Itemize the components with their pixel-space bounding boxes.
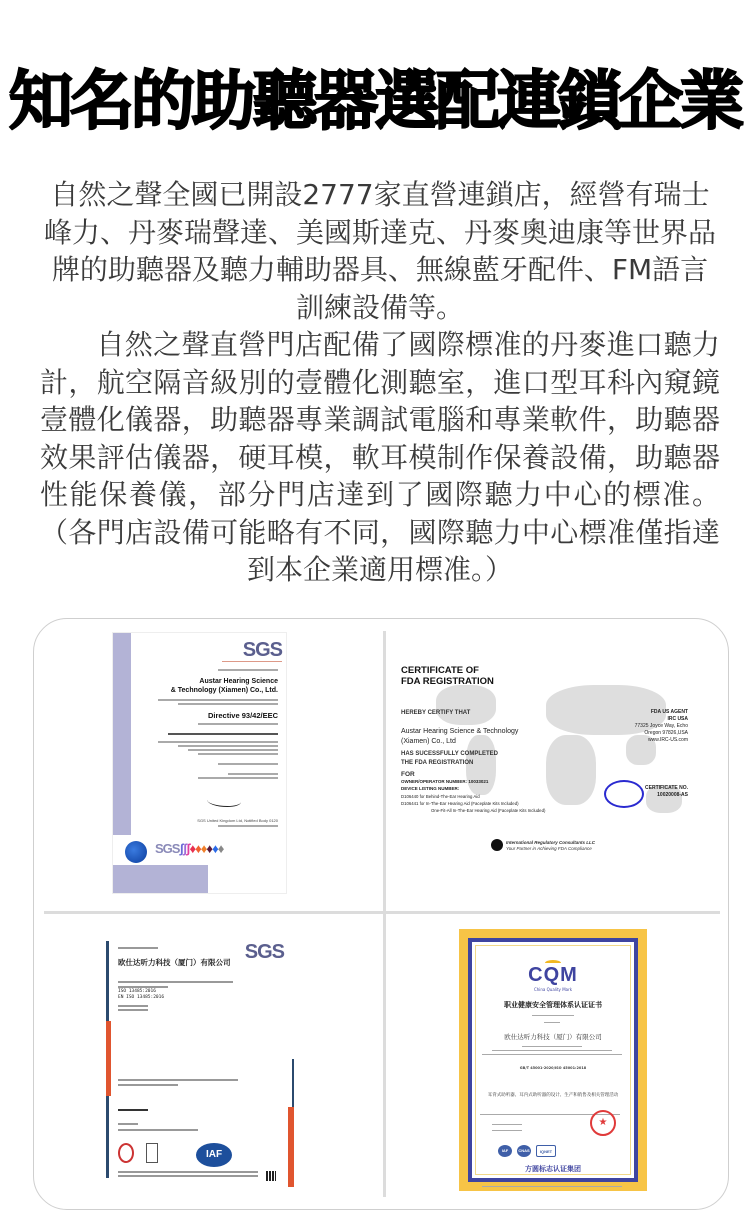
fine-print	[218, 669, 278, 671]
cnas-badge: CNAS	[517, 1145, 531, 1157]
fine-print	[482, 1054, 622, 1055]
standards	[118, 989, 164, 1001]
fine-print	[198, 753, 278, 755]
standard-2: EN ISO 13485:2016	[118, 995, 165, 1000]
company-line-1: Austar Hearing Science & Technology	[401, 728, 519, 735]
fine-print	[118, 1171, 258, 1173]
fine-print	[158, 741, 278, 743]
fine-print	[188, 749, 278, 751]
intro-paragraph-2: 自然之聲直營門店配備了國際標准的丹麥進口聽力計，航空隔音級別的壹體化測聽室，進口型耳科內窺鏡壹體化儀器，助聽器專業調試電腦和專業軟件，助聽器效果評估儀器，硬耳模，軟耳模制作保養設備，助聽器性能保養儀，部分門店達到了國際聽力中心的標准。（各門店設備可能略有不同，國際聽力中心標准僅指達到本企業適用標准。）	[40, 328, 720, 586]
certificate-sgs-ce[interactable]	[112, 632, 287, 894]
intro-text	[40, 176, 720, 589]
iaf-badge: IAF	[498, 1145, 512, 1157]
agent-address-1: 77325 Joyce Way, Echo	[634, 723, 688, 729]
company-name	[171, 677, 278, 695]
crown-badge-icon	[146, 1143, 158, 1163]
completed-line-1: HAS SUCESSFULLY COMPLETED	[401, 751, 499, 757]
fine-print	[118, 1079, 238, 1081]
irc-tagline: Your Partner in Achieving FDA Compliance	[506, 846, 592, 851]
agent-website: www.IRC-US.com	[647, 737, 688, 743]
certificate-sgs-iso13485[interactable]	[106, 929, 296, 1191]
cert-no-label: CERTIFICATE NO.	[645, 785, 688, 791]
fine-print	[118, 1175, 258, 1177]
agent-title: FDA US AGENT	[650, 709, 688, 715]
device-3: One-Fit-All In-The-Ear Hearing Aid (Faceplate Kits Included)	[431, 808, 546, 813]
for-label: FOR	[401, 771, 415, 778]
irc-name: International Regulatory Consultants LLC	[506, 840, 596, 845]
agent-name: IRC USA	[667, 716, 688, 722]
certificate-number	[645, 785, 688, 799]
title-line-1: CERTIFICATE OF	[401, 665, 479, 676]
irc-info	[506, 840, 595, 852]
fine-print	[492, 1050, 612, 1051]
accent-bar	[106, 1096, 109, 1178]
company-name: 欧仕达听力科技（厦门）有限公司	[504, 1033, 602, 1041]
horizontal-divider	[44, 911, 720, 914]
company-line-2: (Xiamen) Co., Ltd	[401, 738, 456, 745]
fine-print	[482, 1186, 622, 1187]
fine-print	[118, 1084, 178, 1086]
fine-print	[118, 1123, 138, 1125]
fine-print	[544, 1022, 560, 1023]
signature	[207, 795, 241, 807]
fine-print	[228, 773, 278, 775]
intro-paragraph-1: 自然之聲全國已開設2777家直營連鎖店，經營有瑞士峰力、丹麥瑞聲達、美國斯達克、丹麥奧迪康等世界品牌的助聽器及聽力輔助器具、無線藍牙配件、FM語言訓練設備等。	[43, 178, 716, 324]
fine-print	[218, 825, 278, 827]
certificate-fda[interactable]	[396, 647, 696, 869]
directive: Directive 93/42/EEC	[207, 711, 278, 720]
footer-band	[113, 865, 208, 893]
fine-print	[118, 1129, 198, 1131]
fine-print	[118, 1009, 148, 1011]
company-name: 欧仕达听力科技（厦门）有限公司	[118, 958, 231, 967]
owner-number: OWNER/OPERATOR NUMBER: 10033021	[401, 779, 489, 784]
irc-logo-icon	[491, 839, 503, 851]
fine-print	[532, 1015, 574, 1016]
fine-print	[198, 723, 278, 725]
accent-bar	[292, 1059, 294, 1109]
device-listing	[401, 779, 488, 792]
fine-print	[492, 1124, 522, 1125]
fine-print	[178, 703, 278, 705]
signature	[118, 1109, 148, 1111]
cert-no: 10020008-AS	[657, 792, 688, 798]
cqm-logo: CQM	[528, 964, 578, 986]
certificate-cqm[interactable]	[459, 929, 647, 1191]
fine-print	[118, 1005, 148, 1007]
fine-print	[118, 981, 233, 983]
globe-icon	[125, 841, 147, 863]
sgs-logo: SGS	[242, 639, 282, 661]
device-2: D106441 for In-The-Ear Hearing Aid (Faceplate Kits Included)	[401, 801, 519, 806]
issuer: SGS United Kingdom Ltd, Notified Body 0120	[197, 818, 278, 823]
company-line-1: Austar Hearing Science	[199, 678, 278, 685]
company-line-2: & Technology (Xiamen) Co., Ltd.	[170, 687, 278, 694]
certificate-title: 职业健康安全管理体系认证证书	[504, 1001, 602, 1009]
fine-print	[178, 745, 278, 747]
fda-agent	[635, 709, 688, 744]
iqnet-badge: IQNET	[536, 1145, 556, 1157]
sgs-birds-logo: SGSʃʃʃ♦♦♦♦♦♦	[155, 841, 224, 856]
standard-1: ISO 13485:2016	[118, 989, 156, 994]
certification-group: 方圆标志认证集团	[525, 1165, 581, 1173]
fine-print	[118, 986, 168, 988]
logo-underline	[222, 661, 282, 662]
accent-bar	[288, 1107, 294, 1187]
fine-print	[218, 763, 278, 765]
fine-print	[198, 777, 278, 779]
qr-code-icon	[266, 1171, 276, 1181]
fine-print	[118, 947, 158, 949]
accent-bar	[106, 1021, 111, 1096]
cqm-logo-subtitle: China Quality Mark	[533, 987, 573, 992]
fine-print	[522, 1046, 582, 1047]
page-headline: 知名的助聽器選配連鎖企業	[9, 65, 741, 139]
ukas-badge-icon	[118, 1143, 134, 1163]
completed-text	[401, 750, 498, 768]
standard: GB/T 45001-2020/ISO 45001:2018	[519, 1066, 587, 1070]
scope: 耳背式助听器、耳内式助听器的设计、生产和销售及相关管理活动	[487, 1093, 619, 1098]
iaf-badge: IAF	[196, 1143, 232, 1167]
footer-logo-text: SGS	[155, 841, 180, 856]
title-line-2: FDA REGISTRATION	[401, 676, 494, 687]
completed-line-2: THE FDA REGISTRATION	[401, 760, 474, 766]
fine-print	[168, 733, 278, 735]
company-name	[401, 727, 518, 747]
certificate-frame	[468, 938, 638, 1182]
certificate-title	[401, 665, 494, 687]
vertical-divider	[383, 631, 386, 1197]
device-1: D106440 for Behind-The-Ear Hearing Aid	[401, 794, 480, 799]
certify-label: HEREBY CERTIFY THAT	[401, 710, 471, 716]
agent-address-2: Oregon 97826,USA	[644, 730, 688, 736]
red-seal-icon: ★	[590, 1110, 616, 1136]
sgs-logo: SGS	[244, 941, 284, 963]
device-listing-label: DEVICE LISTING NUMBER:	[401, 785, 460, 791]
side-band	[113, 633, 131, 835]
blue-stamp	[604, 780, 644, 808]
device-list	[401, 793, 545, 814]
certificates-card	[33, 618, 729, 1210]
fine-print	[492, 1130, 522, 1131]
fine-print	[158, 699, 278, 701]
accreditation-badges	[498, 1145, 556, 1157]
